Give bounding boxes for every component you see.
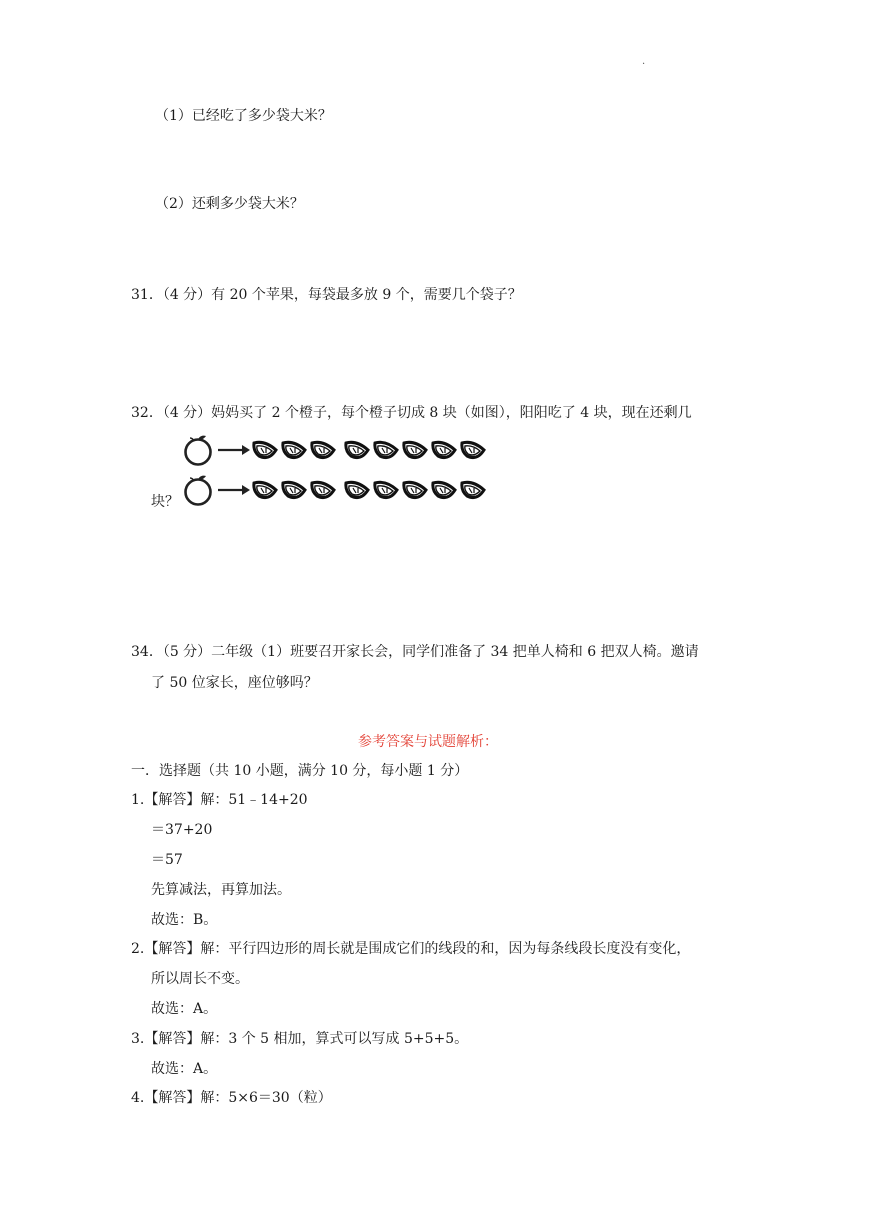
orange-slice-icon bbox=[459, 438, 487, 462]
question-30-part-2: （2）还剩多少袋大米？ bbox=[155, 196, 304, 212]
orange-slice-icon bbox=[459, 478, 487, 502]
orange-row bbox=[182, 433, 487, 467]
answer-1-line-1: 1.【解答】解：51﹣14+20 bbox=[131, 792, 308, 808]
orange-slice-icon bbox=[430, 438, 458, 462]
orange-slice-icon bbox=[251, 478, 279, 502]
answer-4-line-1: 4.【解答】解：5×6＝30（粒） bbox=[131, 1090, 332, 1106]
orange-slice-icon bbox=[401, 478, 429, 502]
answers-title: 参考答案与试题解析： bbox=[358, 734, 498, 750]
answer-3-line-1: 3.【解答】解：3 个 5 相加，算式可以写成 5+5+5。 bbox=[131, 1031, 469, 1047]
arrow-icon bbox=[216, 443, 252, 457]
answer-1-line-4: 先算减法，再算加法。 bbox=[151, 882, 291, 898]
answer-2-line-2: 所以周长不变。 bbox=[151, 971, 249, 987]
orange-slice-icon bbox=[309, 478, 337, 502]
answer-1-line-3: ＝57 bbox=[151, 852, 183, 868]
orange-icon bbox=[182, 433, 214, 467]
orange-icon bbox=[182, 473, 214, 507]
answer-2-line-3: 故选：A。 bbox=[151, 1001, 218, 1017]
question-32-line-2: 块？ bbox=[151, 494, 179, 510]
orange-slice-icon bbox=[372, 438, 400, 462]
orange-slice-icon bbox=[251, 438, 279, 462]
orange-slice-icon bbox=[430, 478, 458, 502]
answer-2-line-1: 2.【解答】解：平行四边形的周长就是围成它们的线段的和，因为每条线段长度没有变化， bbox=[131, 941, 691, 957]
orange-slice-icon bbox=[343, 438, 371, 462]
answer-1-line-2: ＝37+20 bbox=[151, 822, 213, 838]
orange-slice-icon bbox=[309, 438, 337, 462]
orange-slice-icon bbox=[280, 438, 308, 462]
answer-3-line-2: 故选：A。 bbox=[151, 1061, 218, 1077]
orange-slice-icon bbox=[401, 438, 429, 462]
orange-slice-icon bbox=[343, 478, 371, 502]
arrow-icon bbox=[216, 483, 252, 497]
orange-row bbox=[182, 473, 487, 507]
question-30-part-1: （1）已经吃了多少袋大米？ bbox=[155, 108, 332, 124]
answers-section-heading: 一．选择题（共 10 小题，满分 10 分，每小题 1 分） bbox=[131, 763, 469, 779]
orange-slice-icon bbox=[280, 478, 308, 502]
orange-slice-icon bbox=[372, 478, 400, 502]
question-31: 31．（4 分）有 20 个苹果，每袋最多放 9 个，需要几个袋子？ bbox=[131, 287, 522, 303]
question-32-line-1: 32．（4 分）妈妈买了 2 个橙子，每个橙子切成 8 块（如图），阳阳吃了 4 块，现在还剩几 bbox=[131, 405, 692, 421]
answer-1-line-5: 故选：B。 bbox=[151, 912, 218, 928]
header-mark: . bbox=[642, 56, 646, 67]
question-34-line-1: 34．（5 分）二年级（1）班要召开家长会，同学们准备了 34 把单人椅和 6 把双人椅。邀请 bbox=[131, 644, 699, 660]
question-34-line-2: 了 50 位家长，座位够吗？ bbox=[151, 675, 318, 691]
